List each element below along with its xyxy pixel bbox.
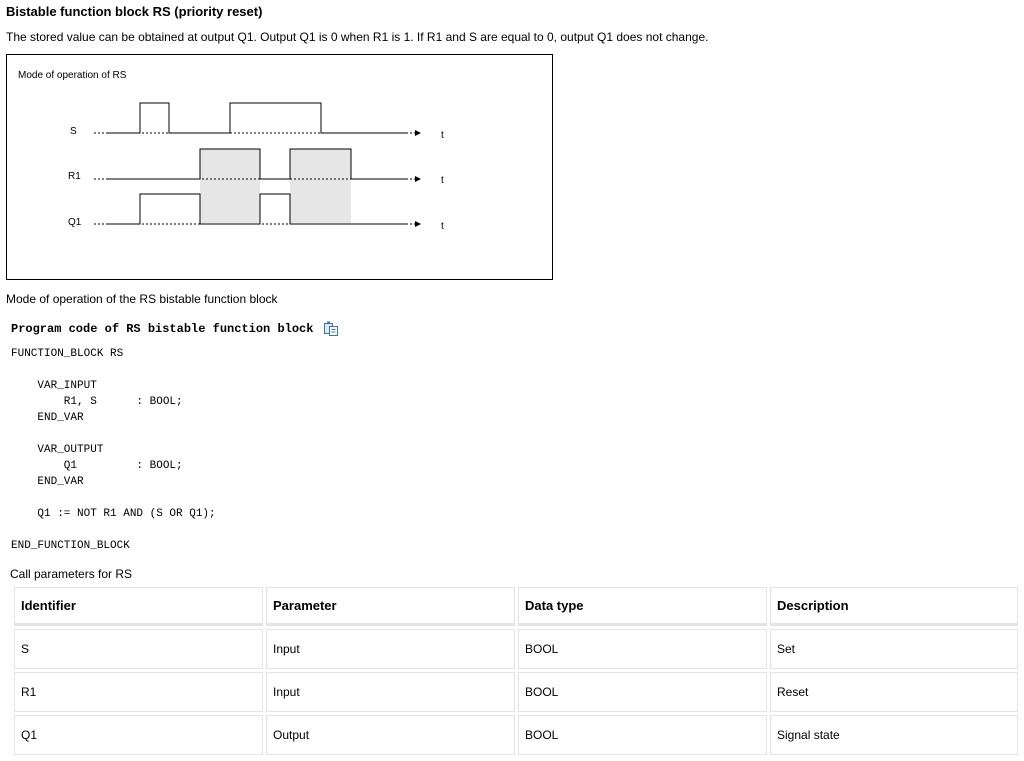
- cell-identifier: R1: [14, 672, 263, 712]
- arrow-q1: [415, 221, 421, 227]
- table-header-row: [14, 587, 1018, 626]
- cell-parameter: Input: [266, 629, 515, 669]
- cell-parameter: Output: [266, 715, 515, 755]
- reset-highlight-2: [290, 149, 351, 223]
- waveform-s: [107, 103, 407, 133]
- copy-icon[interactable]: [323, 320, 340, 337]
- cell-identifier: S: [14, 629, 263, 669]
- reset-highlight-1: [200, 149, 260, 223]
- call-parameters-table: [11, 584, 1021, 758]
- table-caption: Call parameters for RS: [10, 567, 133, 581]
- header-identifier: Identifier: [14, 587, 263, 626]
- cell-identifier: Q1: [14, 715, 263, 755]
- intro-text: The stored value can be obtained at output Q1. Output Q1 is 0 when R1 is 1. If R1 and S are equal to 0, output Q1 does not change.: [6, 30, 709, 44]
- header-description: Description: [770, 587, 1018, 626]
- header-data-type: Data type: [518, 587, 767, 626]
- code-listing: FUNCTION_BLOCK RS VAR_INPUT R1, S : BOOL; END_VAR VAR_OUTPUT Q1 : BOOL; END_VAR Q1 := NOT R1 AND (S OR Q1); END_FUNCTION_BLOCK: [11, 348, 216, 552]
- page-title: Bistable function block RS (priority reset): [6, 4, 263, 19]
- time-label-r1: t: [441, 175, 444, 186]
- table-row: [14, 715, 1018, 755]
- signal-label-s: S: [70, 126, 77, 137]
- header-parameter: Parameter: [266, 587, 515, 626]
- time-label-s: t: [441, 130, 444, 141]
- cell-description: Reset: [770, 672, 1018, 712]
- cell-data-type: BOOL: [518, 715, 767, 755]
- figure-caption: Mode of operation of the RS bistable function block: [6, 292, 278, 306]
- diagram-title: Mode of operation of RS: [18, 70, 127, 81]
- cell-description: Set: [770, 629, 1018, 669]
- cell-data-type: BOOL: [518, 672, 767, 712]
- table-row: [14, 672, 1018, 712]
- code-title-text: Program code of RS bistable function block: [11, 321, 314, 336]
- cell-data-type: BOOL: [518, 629, 767, 669]
- arrow-s: [415, 130, 421, 136]
- cell-description: Signal state: [770, 715, 1018, 755]
- timing-diagram: [6, 54, 553, 280]
- time-label-q1: t: [441, 221, 444, 232]
- table-row: [14, 629, 1018, 669]
- code-section-title: [11, 320, 340, 337]
- signal-label-r1: R1: [68, 171, 81, 182]
- cell-parameter: Input: [266, 672, 515, 712]
- signal-label-q1: Q1: [68, 217, 82, 228]
- arrow-r1: [415, 176, 421, 182]
